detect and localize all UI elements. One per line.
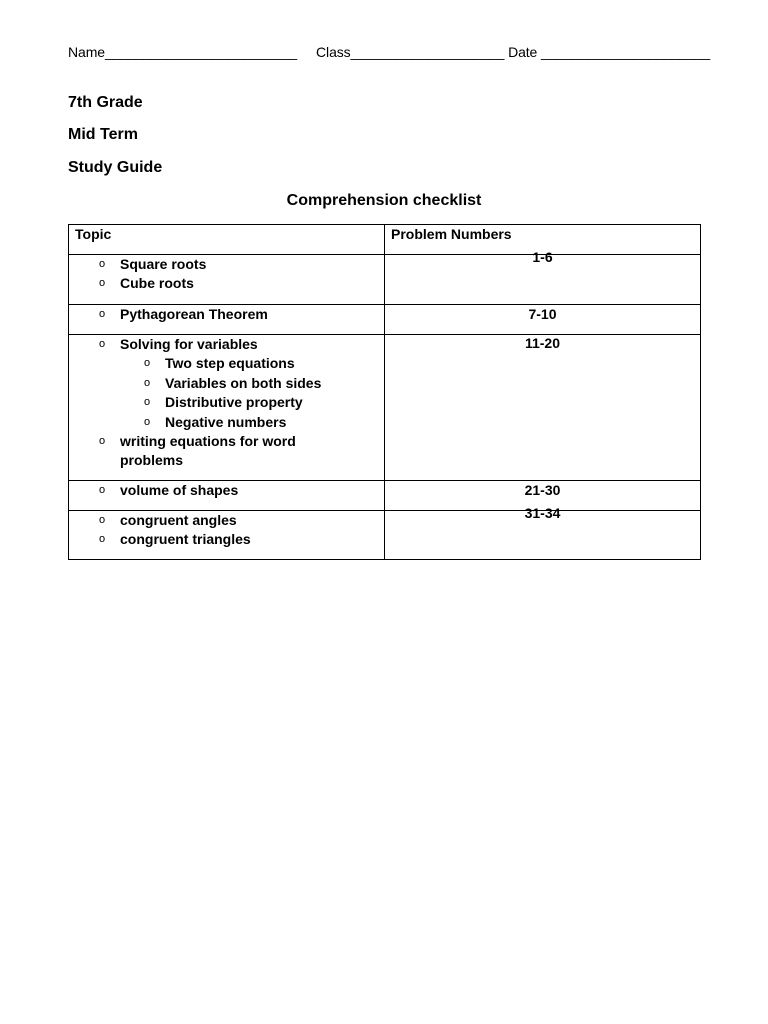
bullet-icon: o [144, 376, 151, 389]
bullet-icon: o [99, 533, 106, 546]
problem-range: 7-10 [528, 306, 557, 322]
topic-label: Cube roots [120, 275, 194, 292]
list-item [69, 432, 330, 471]
topic-label: volume of shapes [120, 482, 239, 498]
problem-numbers-cell [385, 249, 701, 305]
table-row [69, 255, 701, 305]
bullet-icon: o [144, 415, 151, 428]
bullet-icon: o [99, 308, 106, 320]
checklist-title: Comprehension checklist [286, 192, 482, 209]
problem-range: 1-6 [532, 249, 553, 265]
table-row [69, 481, 701, 511]
bullet-icon: o [144, 396, 151, 409]
table-row [69, 511, 701, 560]
comprehension-checklist-table [68, 224, 701, 560]
list-subitem [69, 413, 384, 432]
topic-label: writing equations for word problems [120, 432, 296, 469]
problem-numbers-cell [385, 505, 701, 560]
bullet-icon: o [99, 514, 106, 526]
topic-cell [69, 335, 385, 481]
bullet-icon: o [99, 338, 106, 350]
name-class-date-line: Name_________________________ Class____________________ Date ______________________ [68, 44, 711, 60]
subtopic-label: Two step equations [165, 355, 295, 372]
list-item [69, 481, 384, 500]
study-guide-title: Study Guide [68, 159, 163, 176]
list-subitem [69, 374, 384, 393]
bullet-icon: o [144, 357, 151, 370]
bullet-icon: o [99, 258, 106, 270]
topic-cell [69, 511, 385, 560]
topic-label: Square roots [120, 256, 207, 272]
list-subitem [69, 354, 384, 373]
topic-label: Solving for variables [120, 336, 258, 352]
list-item [69, 274, 384, 293]
topic-cell [69, 305, 385, 335]
topic-cell [69, 255, 385, 305]
table-header-row [69, 225, 701, 255]
list-item [69, 335, 384, 354]
problem-range: 21-30 [524, 482, 561, 498]
topic-label: Pythagorean Theorem [120, 306, 268, 322]
list-item [69, 305, 384, 324]
bullet-icon: o [99, 277, 106, 290]
problem-numbers-column-header: Problem Numbers [385, 225, 701, 255]
bullet-icon: o [99, 434, 106, 447]
topic-cell [69, 481, 385, 511]
topic-label: congruent triangles [120, 531, 251, 548]
problem-numbers-cell [385, 335, 701, 481]
table-row [69, 305, 701, 335]
list-item [69, 511, 384, 530]
topic-column-header: Topic [69, 225, 385, 255]
list-item [69, 255, 384, 274]
grade-title: 7th Grade [68, 94, 143, 111]
subtopic-label: Variables on both sides [165, 374, 322, 391]
problem-range: 11-20 [524, 335, 561, 351]
list-subitem [69, 393, 384, 412]
problem-range: 31-34 [524, 505, 561, 521]
midterm-title: Mid Term [68, 126, 138, 143]
subtopic-label: Negative numbers [165, 413, 287, 430]
list-item [69, 530, 384, 549]
subtopic-label: Distributive property [165, 394, 303, 411]
problem-numbers-cell [385, 305, 701, 335]
bullet-icon: o [99, 484, 106, 496]
topic-label: congruent angles [120, 512, 237, 528]
table-row [69, 335, 701, 481]
